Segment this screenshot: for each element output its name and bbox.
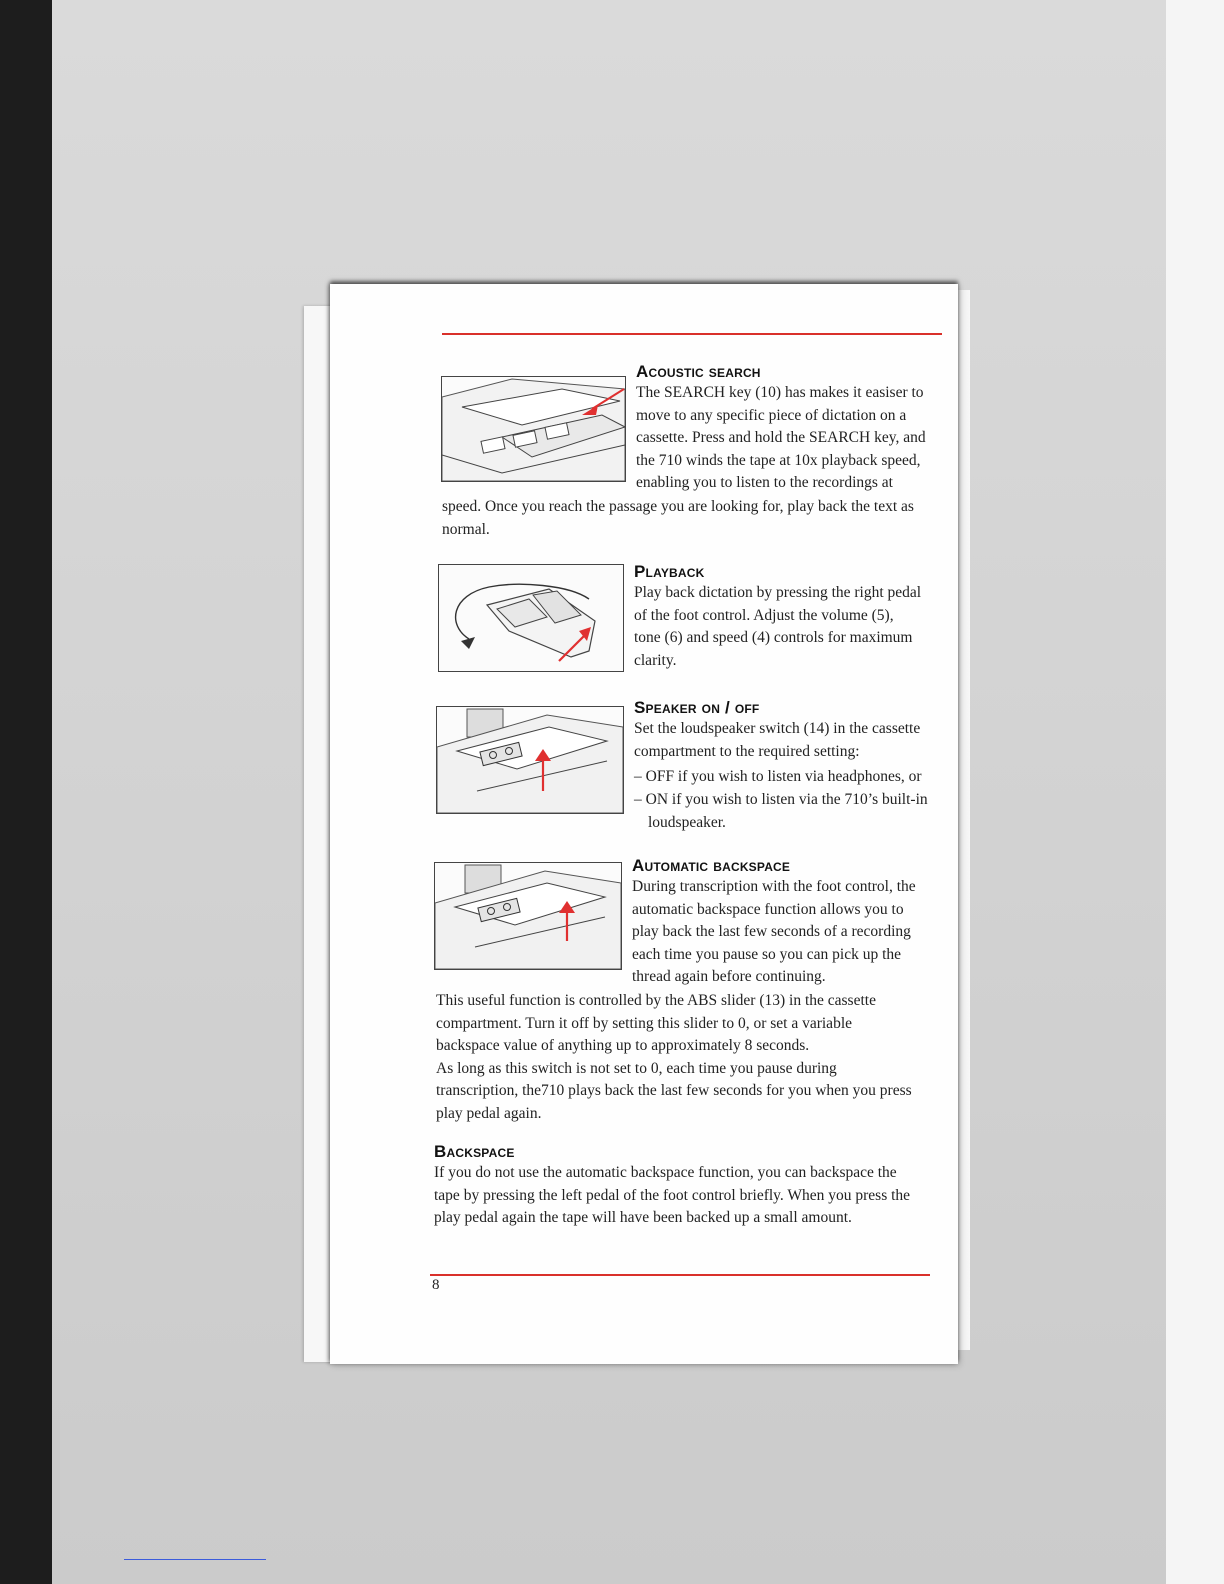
transcriber-illustration [442, 377, 625, 481]
scan-edge-left [0, 0, 52, 1584]
backspace-line: play pedal again the tape will have been backed up a small amount. [434, 1209, 852, 1226]
backspace-line: If you do not use the automatic backspace function, you can backspace the [434, 1164, 897, 1181]
automatic-backspace-text: backspace value of anything up to approximately 8 seconds. [436, 1037, 810, 1054]
acoustic-search-section [636, 362, 946, 495]
page-number: 8 [432, 1277, 440, 1293]
automatic-backspace-line: each time you pause so you can pick up the [632, 945, 902, 963]
automatic-backspace-section [632, 856, 944, 989]
backspace-section [434, 1142, 938, 1230]
speaker-section [634, 698, 944, 763]
loudspeaker-switch-illustration [436, 706, 624, 814]
automatic-backspace-text: play pedal again. [436, 1104, 542, 1122]
page-edge [956, 290, 970, 1350]
playback-line: of the foot control. Adjust the volume (5), [634, 606, 894, 624]
scan-artifact-line [124, 1559, 266, 1560]
abs-slider-illustration [434, 862, 622, 970]
search-key-illustration [441, 376, 626, 482]
automatic-backspace-line: thread again before continuing. [632, 968, 826, 985]
cassette-compartment-illustration [435, 863, 621, 969]
cassette-compartment-illustration [437, 707, 623, 813]
foot-pedal-illustration [439, 565, 623, 671]
backspace-line: tape by pressing the left pedal of the foot control briefly. When you press the [434, 1186, 911, 1204]
speaker-line: compartment to the required setting: [634, 742, 860, 760]
acoustic-search-text: normal. [442, 520, 490, 538]
backspace-heading: Backspace [434, 1142, 515, 1161]
automatic-backspace-continuation [436, 990, 936, 1125]
playback-line: tone (6) and speed (4) controls for maximum [634, 629, 913, 646]
acoustic-search-text: speed. Once you reach the passage you are looking for, play back the text as [442, 498, 914, 515]
playback-section [634, 562, 944, 672]
acoustic-search-heading: Acoustic search [636, 362, 761, 381]
speaker-heading: Speaker on / off [634, 698, 760, 717]
automatic-backspace-heading: Automatic backspace [632, 856, 791, 875]
bottom-rule [430, 1274, 930, 1276]
playback-heading: Playback [634, 562, 705, 581]
top-rule [442, 333, 942, 335]
automatic-backspace-text: transcription, the710 plays back the last few seconds for you when you press [436, 1082, 912, 1099]
playback-line: Play back dictation by pressing the right pedal [634, 584, 922, 601]
automatic-backspace-text: compartment. Turn it off by setting this slider to 0, or set a variable [436, 1014, 853, 1032]
automatic-backspace-line: During transcription with the foot control, the [632, 878, 916, 895]
speaker-option-on: – ON if you wish to listen via the 710’s built-in loudspeaker. [634, 791, 928, 831]
automatic-backspace-text: This useful function is controlled by the ABS slider (13) in the cassette [436, 992, 876, 1009]
acoustic-search-continuation [442, 496, 942, 541]
automatic-backspace-text: As long as this switch is not set to 0, each time you pause during [436, 1059, 837, 1077]
acoustic-search-line: enabling you to listen to the recordings at [636, 474, 893, 491]
automatic-backspace-line: automatic backspace function allows you to [632, 900, 904, 918]
automatic-backspace-line: play back the last few seconds of a recording [632, 923, 911, 940]
foot-control-illustration [438, 564, 624, 672]
acoustic-search-line: cassette. Press and hold the SEARCH key, and [636, 429, 926, 446]
scan-edge-right [1166, 0, 1224, 1584]
acoustic-search-line: move to any specific piece of dictation on a [636, 406, 907, 424]
acoustic-search-line: the 710 winds the tape at 10x playback speed, [636, 451, 921, 469]
speaker-option-off: – OFF if you wish to listen via headphones, or [634, 768, 922, 785]
playback-line: clarity. [634, 651, 677, 669]
speaker-line: Set the loudspeaker switch (14) in the cassette [634, 720, 921, 737]
acoustic-search-line: The SEARCH key (10) has makes it easiser to [636, 384, 924, 401]
